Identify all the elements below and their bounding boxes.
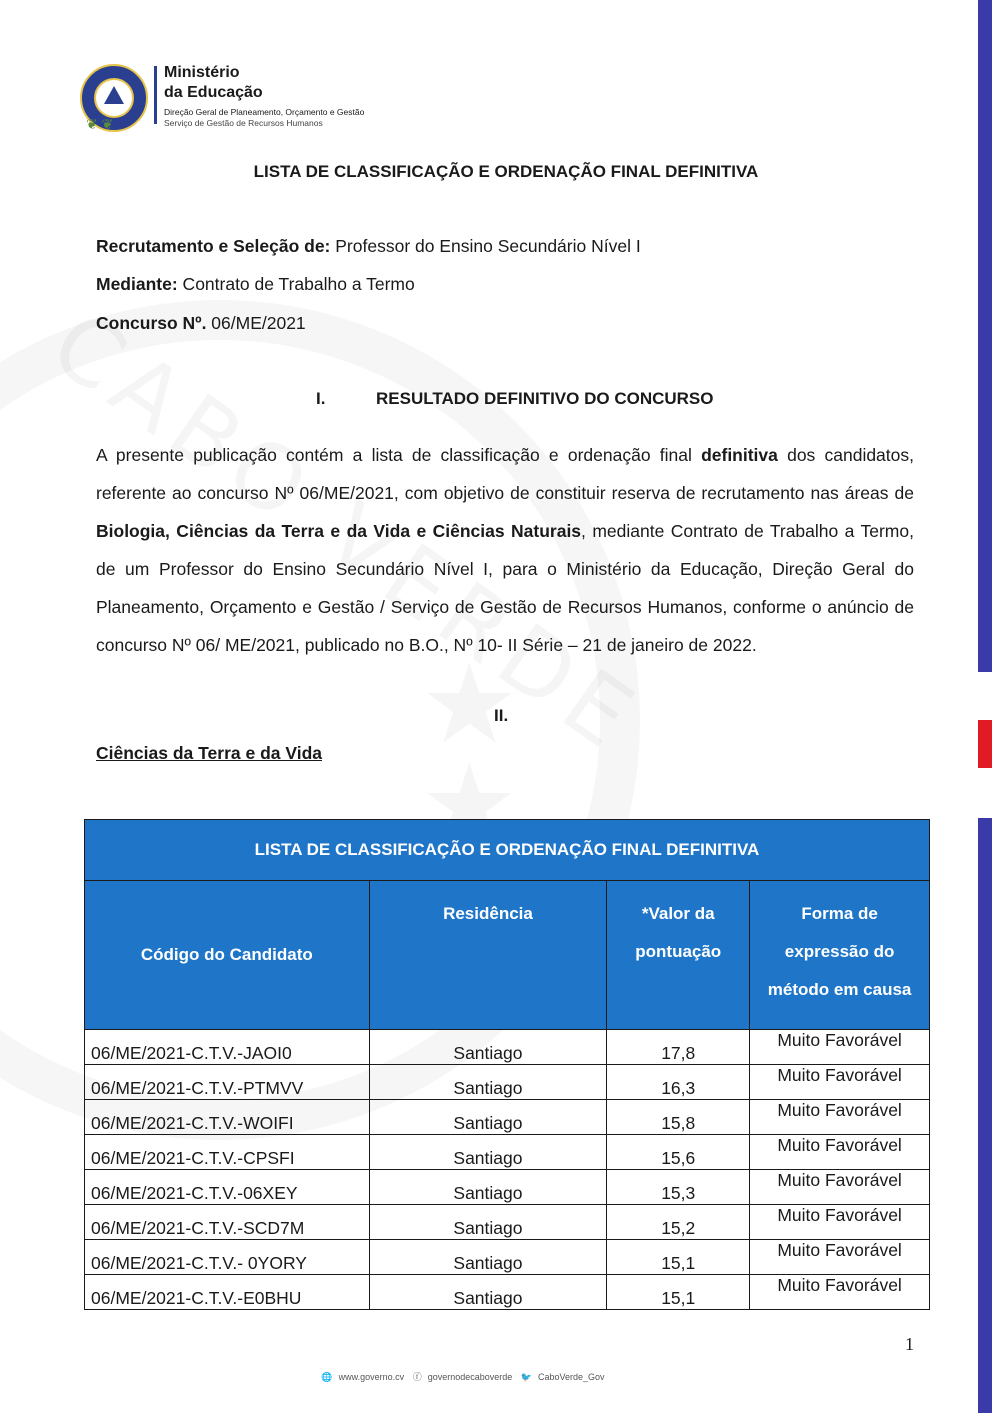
table-row	[85, 1275, 930, 1310]
side-bar-blue	[978, 0, 992, 672]
logo-service: Serviço de Gestão de Recursos Humanos	[164, 118, 323, 128]
ministry-logo	[80, 64, 380, 134]
table-row	[85, 1205, 930, 1240]
globe-icon: 🌐	[321, 1372, 333, 1382]
cell-residence: Santiago	[369, 1100, 607, 1135]
info-label: Mediante:	[96, 274, 178, 294]
logo-divider	[154, 66, 157, 124]
info-recruitment	[96, 236, 641, 257]
footer-twitter: CaboVerde_Gov	[538, 1372, 605, 1382]
cell-score: 15,2	[607, 1205, 750, 1240]
cell-method: Muito Favorável	[750, 1100, 930, 1135]
cell-residence: Santiago	[369, 1030, 607, 1065]
table-row	[85, 1030, 930, 1065]
cell-method: Muito Favorável	[750, 1170, 930, 1205]
cell-code: 06/ME/2021-C.T.V.-06XEY	[85, 1170, 370, 1205]
cell-score: 15,1	[607, 1275, 750, 1310]
cell-score: 17,8	[607, 1030, 750, 1065]
footer	[0, 1370, 926, 1383]
facebook-icon: ⓕ	[412, 1372, 422, 1382]
cell-method: Muito Favorável	[750, 1205, 930, 1240]
laurel-icon: ❦ ❦	[86, 116, 114, 132]
info-concurso	[96, 313, 306, 334]
side-bar-red	[978, 720, 992, 768]
subheading: Ciências da Terra e da Vida	[96, 743, 322, 763]
info-mediante	[96, 274, 415, 295]
cell-code: 06/ME/2021-C.T.V.-PTMVV	[85, 1065, 370, 1100]
cell-score: 15,3	[607, 1170, 750, 1205]
footer-web: www.governo.cv	[338, 1372, 405, 1382]
table-row	[85, 1135, 930, 1170]
cell-score: 15,1	[607, 1240, 750, 1275]
cell-method: Muito Favorável	[750, 1275, 930, 1310]
section-number: II.	[494, 706, 509, 725]
cell-score: 16,3	[607, 1065, 750, 1100]
logo-education: da Educação	[164, 84, 263, 101]
info-label: Concurso Nº.	[96, 313, 207, 333]
section-title: RESULTADO DEFINITIVO DO CONCURSO	[376, 389, 714, 408]
cell-score: 15,8	[607, 1100, 750, 1135]
twitter-icon: 🐦	[520, 1372, 533, 1382]
cell-residence: Santiago	[369, 1205, 607, 1240]
side-bar-blue	[978, 818, 992, 1413]
table-row	[85, 1100, 930, 1135]
footer-facebook: governodecaboverde	[427, 1372, 513, 1382]
page-number: 1	[905, 1334, 914, 1354]
column-header: Código do Candidato	[85, 881, 370, 1030]
cell-code: 06/ME/2021-C.T.V.-E0BHU	[85, 1275, 370, 1310]
cell-residence: Santiago	[369, 1240, 607, 1275]
cell-method: Muito Favorável	[750, 1065, 930, 1100]
cell-code: 06/ME/2021-C.T.V.-JAOI0	[85, 1030, 370, 1065]
logo-ministry: Ministério	[164, 64, 240, 81]
cell-residence: Santiago	[369, 1170, 607, 1205]
info-value: Professor do Ensino Secundário Nível I	[330, 236, 641, 256]
body-paragraph: A presente publicação contém a lista de classificação e ordenação final definitiva dos candidatos, referente ao concurso Nº 06/ME/2021, com objetivo de constituir reserva de recrutamento nas áreas de Biologia, Ciências da Terra e da Vida e Ciências Naturais, mediante Contrato de Trabalho a Termo, de um Professor do Ensino Secundário Nível I, para o Ministério da Educação, Direção Geral do Planeamento, Orçamento e Gestão / Serviço de Gestão de Recursos Humanos, conforme o anúncio de concurso Nº 06/ ME/2021, publicado no B.O., Nº 10- II Série – 21 de janeiro de 2022.	[96, 445, 914, 655]
cell-code: 06/ME/2021-C.T.V.-CPSFI	[85, 1135, 370, 1170]
column-header: Residência	[369, 881, 607, 1030]
column-header: *Valor da pontuação	[607, 881, 750, 1030]
cell-residence: Santiago	[369, 1135, 607, 1170]
cell-residence: Santiago	[369, 1275, 607, 1310]
cell-residence: Santiago	[369, 1065, 607, 1100]
info-value: 06/ME/2021	[206, 313, 306, 333]
cell-method: Muito Favorável	[750, 1030, 930, 1065]
cell-code: 06/ME/2021-C.T.V.-SCD7M	[85, 1205, 370, 1240]
logo-directorate: Direção Geral de Planeamento, Orçamento e Gestão	[164, 107, 365, 117]
table-title: LISTA DE CLASSIFICAÇÃO E ORDENAÇÃO FINAL DEFINITIVA	[85, 820, 930, 881]
results-table	[84, 819, 930, 1310]
info-label: Recrutamento e Seleção de:	[96, 236, 331, 256]
table-row	[85, 1170, 930, 1205]
cell-method: Muito Favorável	[750, 1135, 930, 1170]
cell-code: 06/ME/2021-C.T.V.- 0YORY	[85, 1240, 370, 1275]
cell-code: 06/ME/2021-C.T.V.-WOIFI	[85, 1100, 370, 1135]
section-number: I.	[316, 389, 326, 408]
column-header: Forma de expressão do método em causa	[750, 881, 930, 1030]
table-row	[85, 1240, 930, 1275]
table-row	[85, 1065, 930, 1100]
info-value: Contrato de Trabalho a Termo	[177, 274, 415, 294]
cell-method: Muito Favorável	[750, 1240, 930, 1275]
cell-score: 15,6	[607, 1135, 750, 1170]
document-title: LISTA DE CLASSIFICAÇÃO E ORDENAÇÃO FINAL DEFINITIVA	[253, 162, 759, 181]
